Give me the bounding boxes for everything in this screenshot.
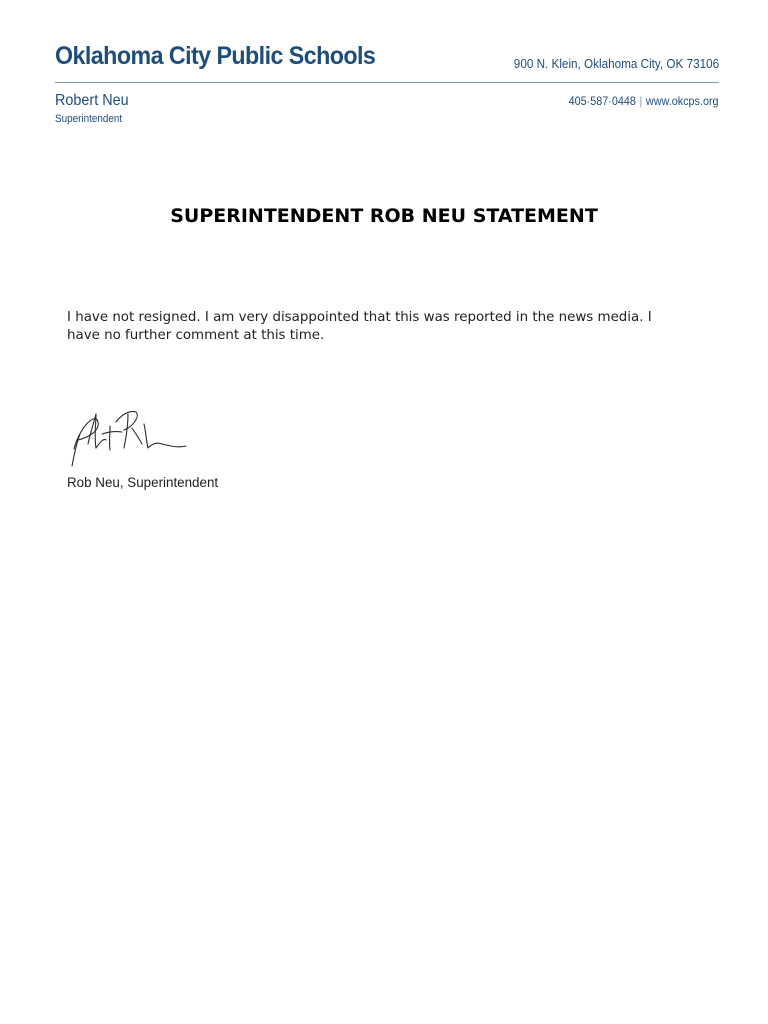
signature-caption: Rob Neu, Superintendent [67, 475, 219, 490]
letterhead-person-name: Robert Neu [55, 92, 129, 109]
letterhead-contact [569, 94, 719, 108]
phone-number: 405·587·0448 [569, 94, 637, 108]
contact-separator: | [639, 94, 643, 108]
statement-body: I have not resigned. I am very disappointed that this was reported in the news media. I have no further comment at this time. [67, 310, 652, 343]
organization-name: Oklahoma City Public Schools [55, 42, 376, 70]
handwritten-signature [66, 404, 190, 470]
organization-address: 900 N. Klein, Oklahoma City, OK 73106 [513, 56, 719, 71]
statement-title: SUPERINTENDENT ROB NEU STATEMENT [170, 205, 598, 227]
website-link[interactable]: www.okcps.org [646, 94, 719, 108]
letterhead-person-title: Superintendent [55, 113, 123, 125]
letterhead-divider [55, 82, 719, 83]
